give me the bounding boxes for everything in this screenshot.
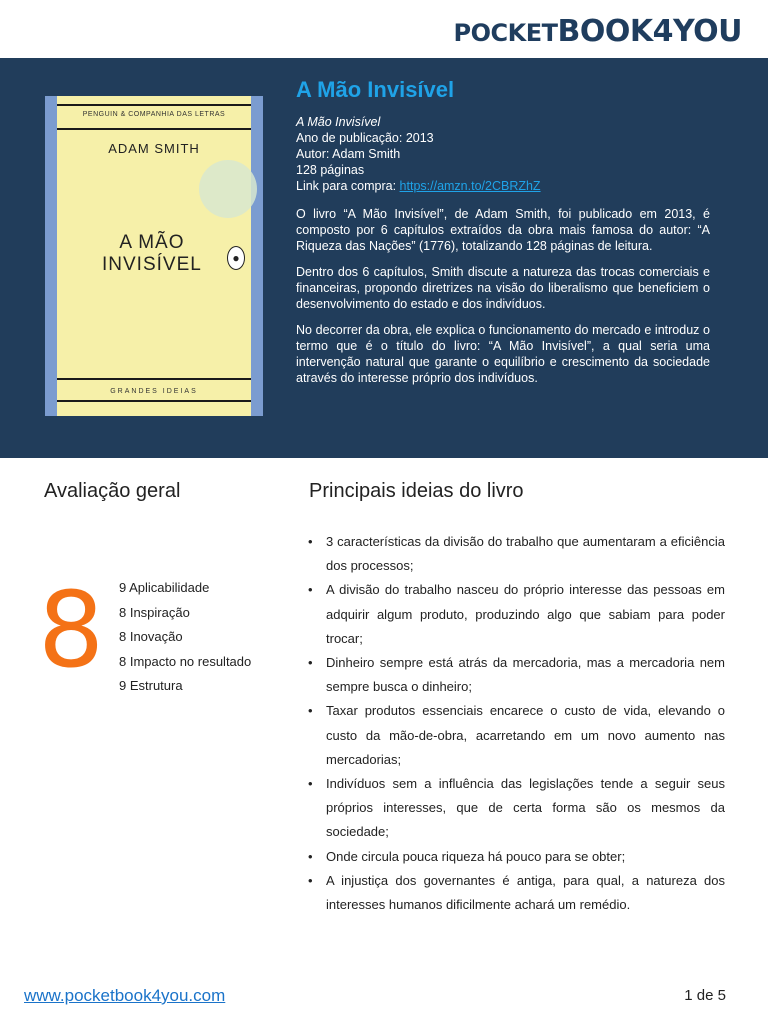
rating-item: 9 Aplicabilidade — [119, 580, 210, 595]
brand-logo-part2: BOOK4YOU — [557, 14, 742, 49]
idea-text: Taxar produtos essenciais encarece o custo de vida, elevando o custo da mão-de-obra, acarretando em um novo aumento nas mercadorias; — [326, 703, 725, 767]
rating-item: 9 Estrutura — [119, 678, 183, 693]
website-link[interactable]: www.pocketbook4you.com — [24, 986, 226, 1005]
idea-item — [307, 845, 725, 869]
cover-rule — [57, 128, 251, 130]
page-number: 1 de 5 — [684, 987, 726, 1004]
book-meta — [296, 114, 710, 194]
idea-item — [307, 578, 725, 651]
rating-list — [119, 576, 251, 699]
book-pages: 128 páginas — [296, 163, 365, 177]
brand-logo-part1: POCKET — [453, 19, 558, 47]
author-value: Adam Smith — [332, 147, 401, 161]
rating-item: 8 Inovação — [119, 629, 183, 644]
cover-title-line: INVISÍVEL — [102, 254, 202, 275]
cover-title — [102, 232, 202, 276]
ideas-heading: Principais ideias do livro — [309, 480, 524, 502]
link-label: Link para compra: — [296, 179, 397, 193]
cover-rule — [57, 378, 251, 380]
idea-text: 3 características da divisão do trabalho que aumentaram a eficiência dos processos; — [326, 534, 725, 574]
year-label: Ano de publicação: — [296, 131, 403, 145]
purchase-link[interactable]: https://amzn.to/2CBRZhZ — [399, 179, 541, 193]
book-author — [296, 146, 710, 162]
cover-rule — [57, 400, 251, 402]
ideas-list — [307, 530, 725, 917]
cover-author: ADAM SMITH — [108, 141, 200, 156]
idea-text: Onde circula pouca riqueza há pouco para se obter; — [326, 848, 626, 864]
summary-paragraph: No decorrer da obra, ele explica o funcionamento do mercado e introduz o termo que é o título do livro: “A Mão Invisível”, a qual seria uma intervenção natural que garante o equilíbrio e crescimento da sociedade através do interesse próprio dos indivíduos. — [296, 323, 710, 385]
cover-title-line: A MÃO — [119, 232, 185, 253]
idea-text: A injustiça dos governantes é antiga, para qual, a natureza dos interesses humanos dificilmente achará um remédio. — [326, 872, 725, 913]
bullet-icon: • — [308, 703, 313, 719]
author-label: Autor: — [296, 147, 330, 161]
book-subtitle: A Mão Invisível — [296, 115, 381, 129]
cover-decoration — [199, 160, 257, 218]
book-link — [296, 178, 710, 194]
idea-item — [307, 651, 725, 699]
idea-text: Indivíduos sem a influência das legislações tende a seguir seus próprios interesses, que de certa forma são os mesmos da sociedade; — [326, 776, 725, 840]
bullet-icon: • — [308, 848, 313, 864]
year-value: 2013 — [405, 131, 434, 145]
brand-logo — [454, 14, 742, 49]
book-title: A Mão Invisível — [296, 77, 455, 102]
summary-paragraph: Dentro dos 6 capítulos, Smith discute a natureza das trocas comerciais e financeiras, propondo diretrizes na visão do liberalismo que beneficiem o desenvolvimento do estado e dos indivíduos. — [296, 265, 710, 311]
summary-paragraph: O livro “A Mão Invisível”, de Adam Smith, foi publicado em 2013, é composto por 6 capítulos extraídos da obra mais famosa do autor: “A Riqueza das Nações” (1776), totalizando 128 páginas de leitura. — [296, 207, 710, 253]
rating-item: 8 Impacto no resultado — [119, 653, 252, 669]
rating-heading: Avaliação geral — [44, 480, 181, 502]
bullet-icon: • — [308, 655, 313, 671]
cover-series: GRANDES IDEIAS — [110, 388, 198, 395]
cover-publisher: PENGUIN ⁠& COMPANHIA DAS LETRAS — [82, 111, 226, 118]
idea-item — [307, 699, 725, 772]
penguin-logo-icon: ● — [227, 246, 245, 270]
idea-item — [307, 530, 725, 578]
book-info — [296, 76, 710, 386]
rating-item: 8 Inspiração — [119, 604, 190, 620]
bullet-icon: • — [308, 534, 313, 549]
cover-rule — [57, 104, 251, 106]
bullet-icon: • — [308, 582, 313, 598]
idea-text: Dinheiro sempre está atrás da mercadoria, mas a mercadoria nem sempre busca o dinheiro; — [326, 655, 725, 695]
idea-item — [307, 772, 725, 845]
bullet-icon: • — [308, 872, 313, 888]
book-cover-image — [45, 96, 263, 416]
bullet-icon: • — [308, 776, 313, 792]
idea-item — [307, 869, 725, 917]
idea-text: A divisão do trabalho nasceu do próprio interesse das pessoas em adquirir algum produto, produzindo algo que sabiam para poder trocar; — [326, 582, 725, 646]
overall-score: 8 — [38, 569, 105, 691]
book-year — [296, 130, 710, 146]
